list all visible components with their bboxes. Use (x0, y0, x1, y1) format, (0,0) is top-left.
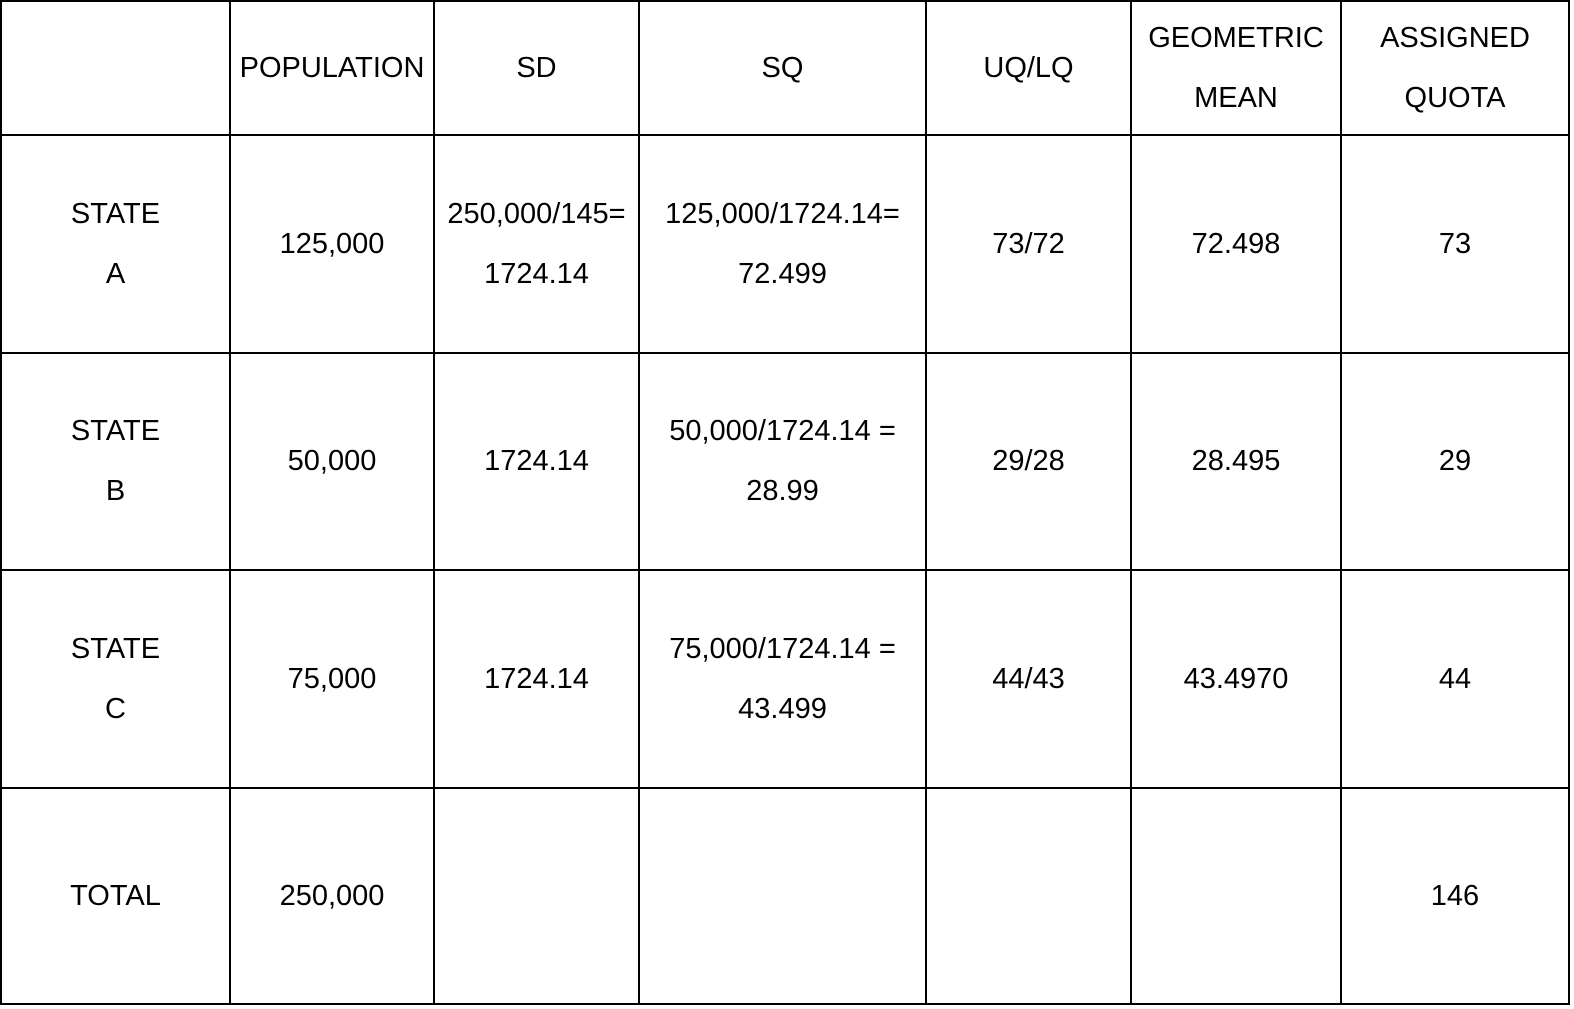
state-name-cell (1, 570, 230, 787)
state-name-cell (1, 353, 230, 570)
sd-value: 1724.14 (484, 662, 589, 695)
sd-cell (434, 570, 639, 787)
header-uq-lq-text: UQ/LQ (983, 52, 1074, 85)
header-sq-text: SQ (761, 52, 804, 85)
geometric-mean-value: 28.495 (1191, 445, 1281, 478)
sd-value: 1724.14 (484, 445, 589, 478)
header-sd (434, 1, 639, 135)
population-value: 125,000 (279, 227, 385, 260)
uq-lq-cell (926, 570, 1131, 787)
assigned-quota-value: 73 (1438, 227, 1472, 260)
header-assigned-quota-line2: QUOTA (1404, 82, 1506, 115)
sq-cell (639, 570, 926, 787)
geometric-mean-value: 72.498 (1191, 227, 1281, 260)
header-geometric-mean-line1: GEOMETRIC (1148, 22, 1324, 55)
header-sq (639, 1, 926, 135)
header-assigned-quota (1341, 1, 1569, 135)
uq-lq-cell (926, 135, 1131, 352)
header-sd-text: SD (516, 52, 557, 85)
total-assigned-quota-cell (1341, 788, 1569, 1004)
table-row-state-c (1, 570, 1569, 787)
uq-lq-value: 44/43 (992, 662, 1065, 695)
total-label-cell (1, 788, 230, 1004)
total-label: TOTAL (70, 879, 161, 912)
header-geometric-mean (1131, 1, 1341, 135)
assigned-quota-value: 29 (1438, 445, 1472, 478)
population-value: 50,000 (287, 445, 377, 478)
sq-cell (639, 135, 926, 352)
state-letter: C (105, 692, 126, 725)
header-assigned-quota-line1: ASSIGNED (1380, 22, 1530, 55)
header-state-cell (1, 1, 230, 135)
total-geometric-mean-cell (1131, 788, 1341, 1004)
header-geometric-mean-line2: MEAN (1194, 82, 1278, 115)
state-label: STATE (70, 415, 161, 448)
sd-value: 1724.14 (484, 257, 589, 290)
header-population (230, 1, 434, 135)
header-row (1, 1, 1569, 135)
state-name-cell (1, 135, 230, 352)
geometric-mean-cell (1131, 353, 1341, 570)
sq-formula: 50,000/1724.14 = (669, 415, 896, 448)
total-population-cell (230, 788, 434, 1004)
sq-value: 43.499 (738, 692, 827, 725)
assigned-quota-cell (1341, 570, 1569, 787)
table-row-state-a (1, 135, 1569, 352)
state-letter: A (105, 257, 126, 290)
state-label: STATE (70, 632, 161, 665)
total-uq-lq-cell (926, 788, 1131, 1004)
population-cell (230, 353, 434, 570)
sq-formula: 125,000/1724.14= (665, 197, 900, 230)
total-sd-cell (434, 788, 639, 1004)
header-uq-lq (926, 1, 1131, 135)
header-population-text: POPULATION (239, 52, 425, 85)
uq-lq-value: 29/28 (992, 445, 1065, 478)
sq-value: 28.99 (746, 475, 819, 508)
sd-cell (434, 353, 639, 570)
total-assigned-quota-value: 146 (1430, 879, 1480, 912)
state-letter: B (105, 475, 126, 508)
sq-formula: 75,000/1724.14 = (669, 632, 896, 665)
sq-value: 72.499 (738, 257, 827, 290)
assigned-quota-value: 44 (1438, 662, 1472, 695)
uq-lq-value: 73/72 (992, 227, 1065, 260)
population-cell (230, 570, 434, 787)
state-label: STATE (70, 197, 161, 230)
geometric-mean-value: 43.4970 (1183, 662, 1289, 695)
assigned-quota-cell (1341, 135, 1569, 352)
population-cell (230, 135, 434, 352)
uq-lq-cell (926, 353, 1131, 570)
sd-cell (434, 135, 639, 352)
total-sq-cell (639, 788, 926, 1004)
table-row-total (1, 788, 1569, 1004)
table-row-state-b (1, 353, 1569, 570)
sd-formula: 250,000/145= (447, 197, 626, 230)
geometric-mean-cell (1131, 135, 1341, 352)
population-value: 75,000 (287, 662, 377, 695)
geometric-mean-cell (1131, 570, 1341, 787)
assigned-quota-cell (1341, 353, 1569, 570)
total-population-value: 250,000 (279, 879, 385, 912)
sq-cell (639, 353, 926, 570)
